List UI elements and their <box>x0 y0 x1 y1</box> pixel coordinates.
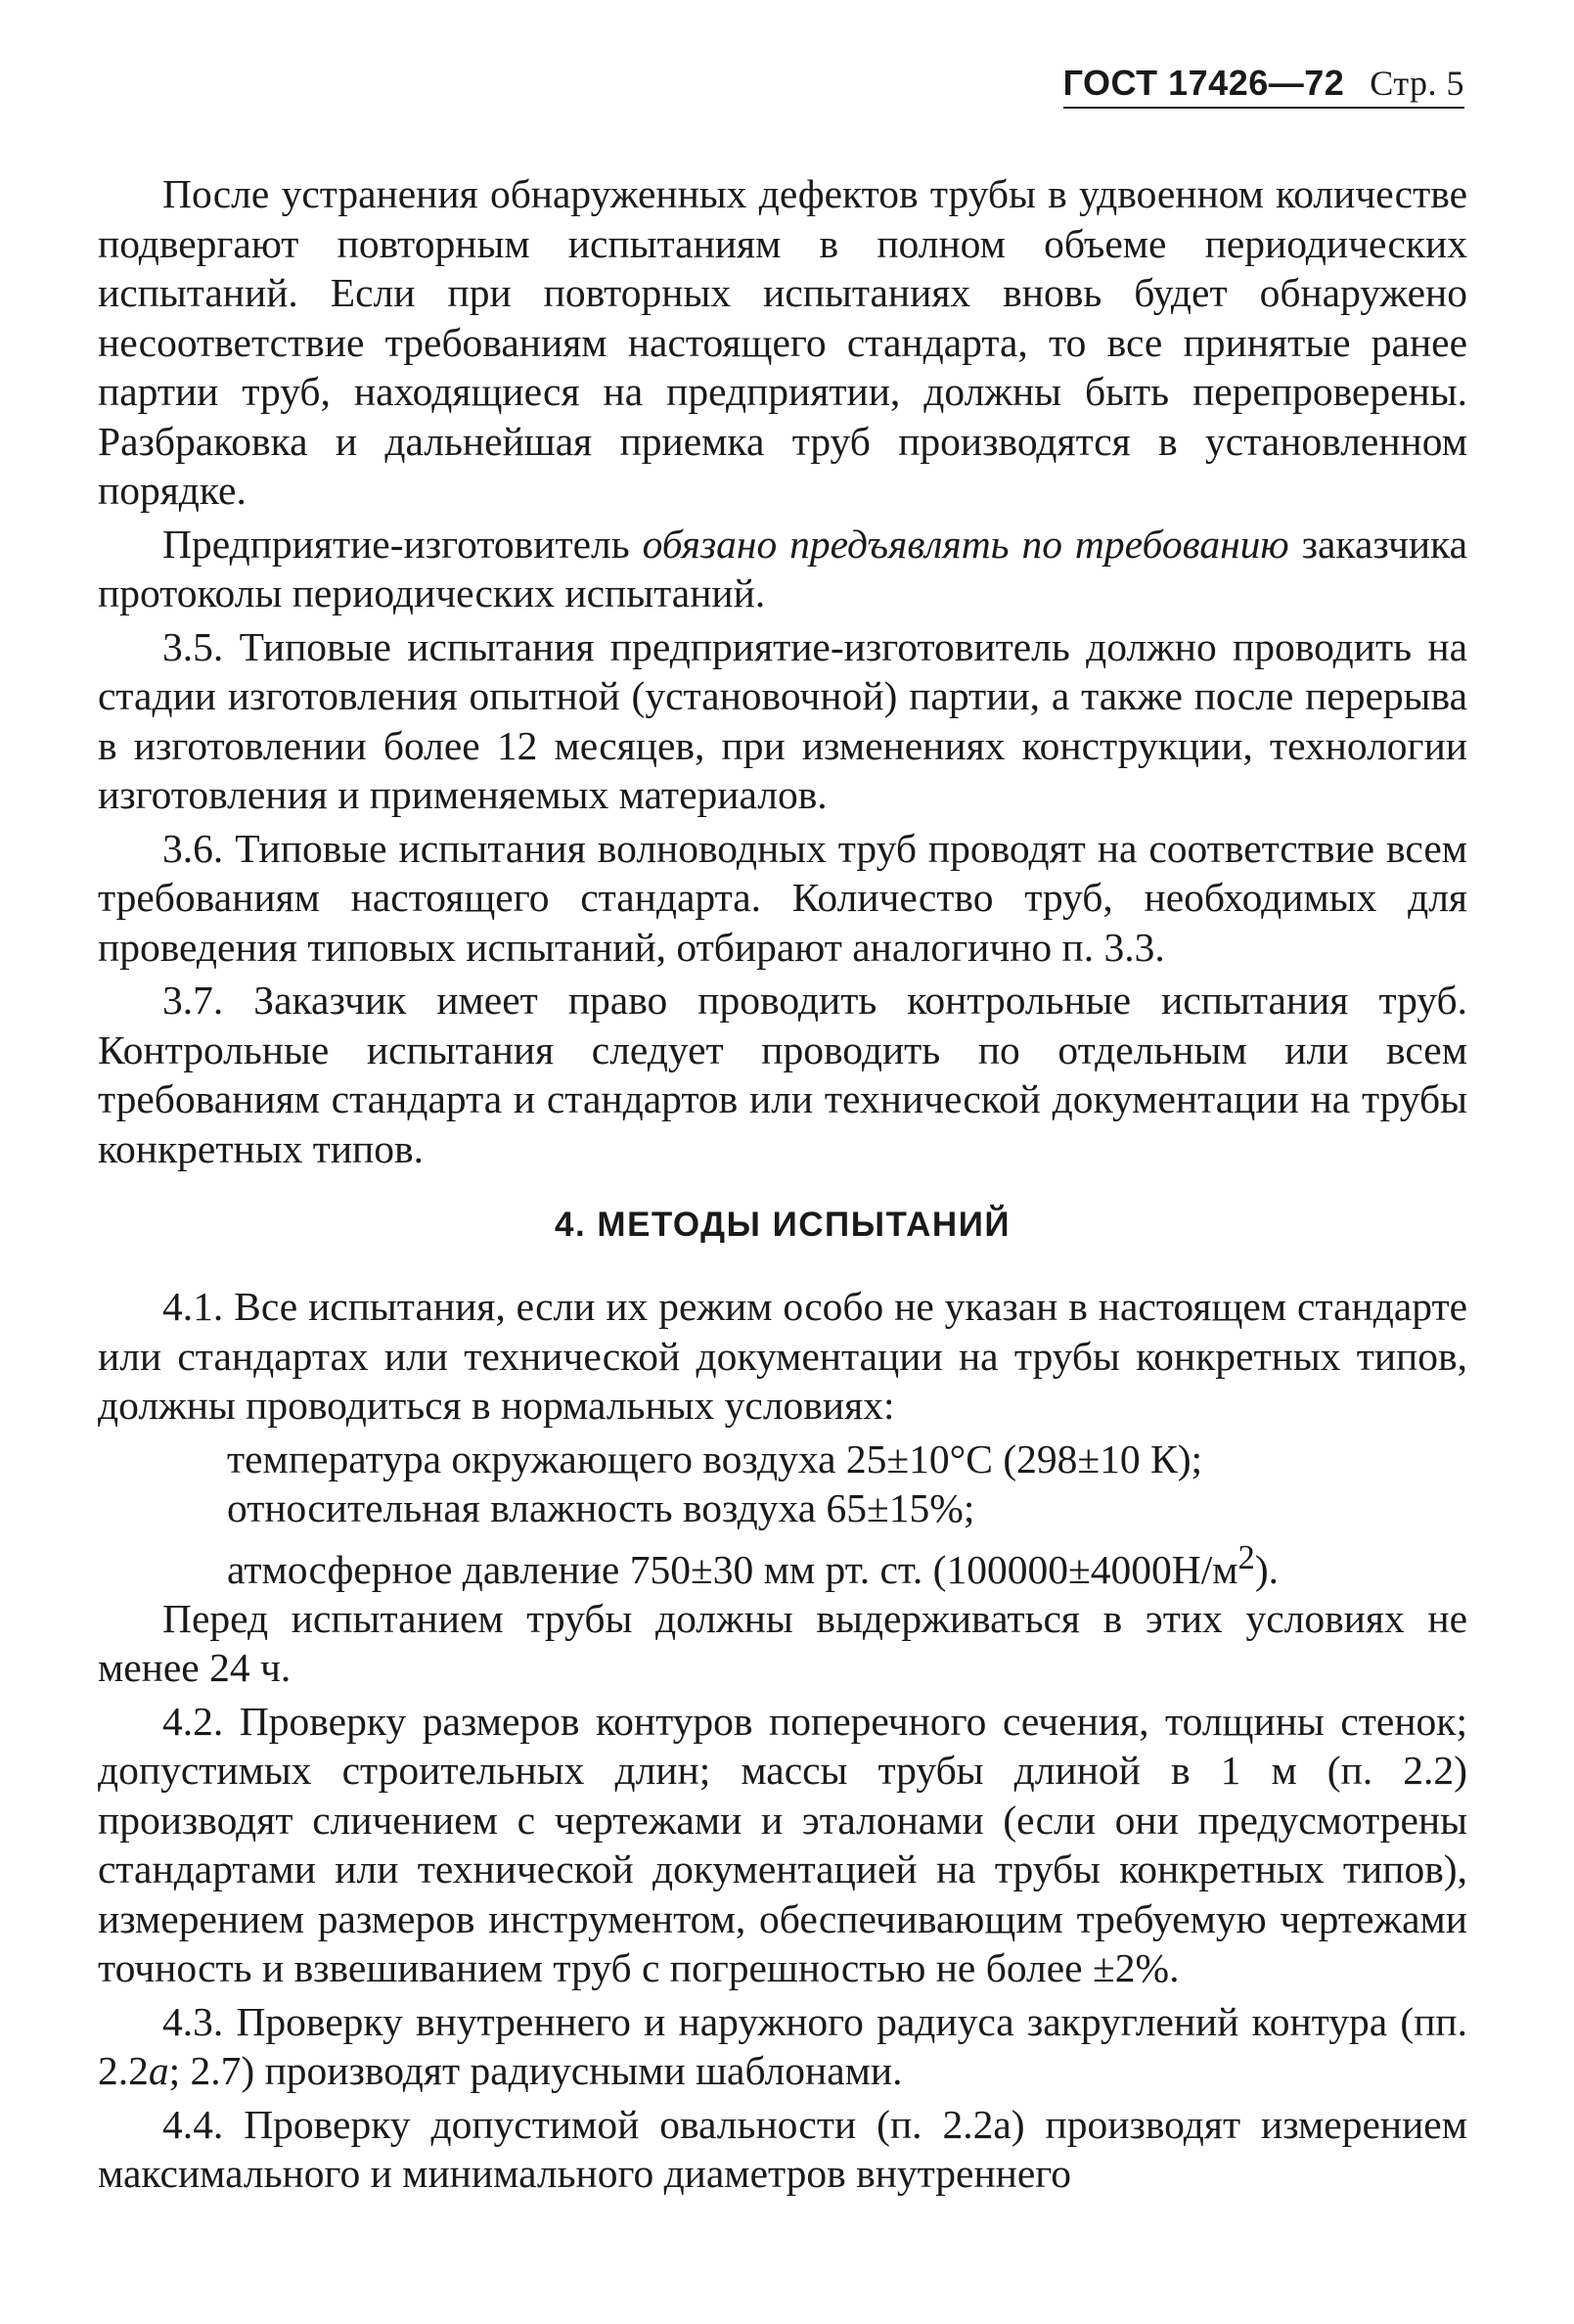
paragraph-retest: После устранения обнаруженных дефектов трубы в удвоенном количестве подвергают повторным испытаниям в полном объеме периодических испытаний. Если при повторных испытаниях вновь будет обнаружено несоответствие требованиям настоящего стандарта, то все принятые ранее партии труб, находящиеся на предприятии, должны быть перепроверены. Разбраковка и дальнейшая приемка труб производятся в установленном порядке. <box>98 171 1467 513</box>
pressure-close: ). <box>1254 1546 1280 1592</box>
p43-italic: а <box>148 2048 169 2094</box>
paragraph-3-6: 3.6. Типовые испытания волноводных труб проводят на соответствие всем требованиям настоящего стандарта. Количество труб, необходимых для проведения типовых испытаний, отбирают аналогично п. 3.3. <box>98 825 1467 970</box>
text-block-upper <box>98 169 1467 1177</box>
paragraph-4-1: 4.1. Все испытания, если их режим особо не указан в настоящем стандарте или стандартах или технической документации на трубы конкретных типов, должны проводиться в нормальных условиях: <box>98 1284 1467 1428</box>
condition-humidity: относительная влажность воздуха 65±15%; <box>227 1485 975 1530</box>
condition-temperature: температура окружающего воздуха 25±10°С (298±10 К); <box>227 1435 1203 1481</box>
protocols-tail: заказчика протоколы периодических испытаний. <box>98 521 1467 615</box>
section-heading: 4. МЕТОДЫ ИСПЫТАНИЙ <box>555 1206 1011 1244</box>
text-block-lower <box>98 1282 1467 2199</box>
pressure-superscript: 2 <box>1237 1538 1255 1576</box>
condition-pressure <box>98 1533 1467 1594</box>
standard-number: ГОСТ 17426—72 <box>1062 63 1345 103</box>
protocols-emphasis: обязано предъявлять по требованию <box>642 521 1289 567</box>
paragraph-3-7: 3.7. Заказчик имеет право проводить контрольные испытания труб. Контрольные испытания следует проводить по отдельным или всем требованиям стандарта и стандартов или технической документации на трубы конкретных типов. <box>98 978 1467 1171</box>
pressure-text: атмосферное давление 750±30 мм рт. ст. (100000±4000Н/м <box>227 1546 1238 1592</box>
protocols-lead: Предприятие-изготовитель <box>162 521 643 567</box>
p43-lead: 4.3. Проверку внутреннего и наружного радиуса закруглений контура (пп. 2.2 <box>98 1998 1467 2094</box>
page-number: Стр. 5 <box>1370 64 1464 103</box>
paragraph-3-5: 3.5. Типовые испытания предприятие-изготовитель должно проводить на стадии изготовления опытной (установочной) партии, а также после перерыва в изготовлении более 12 месяцев, при изменениях конструкции, технологии изготовления и применяемых материалов. <box>98 623 1467 817</box>
paragraph-4-3 <box>98 1997 1467 2096</box>
paragraph-4-4: 4.4. Проверку допустимой овальности (п. 2.2а) производят измерением максимального и минимального диаметров внутреннего <box>98 2101 1467 2197</box>
paragraph-4-1-conditioning: Перед испытанием трубы должны выдерживаться в этих условиях не менее 24 ч. <box>98 1595 1467 1691</box>
paragraph-4-2: 4.2. Проверку размеров контуров поперечного сечения, толщины стенок; допустимых строительных длин; массы трубы длиной в 1 м (п. 2.2) производят сличением с чертежами и эталонами (если они предусмотрены стандартами или технической документацией на трубы конкретных типов), измерением размеров инструментом, обеспечивающим требуемую чертежами точность и взвешиванием труб с погрешностью не более ±2%. <box>98 1698 1467 1991</box>
paragraph-protocols <box>98 520 1467 618</box>
running-header <box>1063 63 1464 109</box>
p43-tail: ; 2.7) производят радиусными шаблонами. <box>168 2048 903 2094</box>
